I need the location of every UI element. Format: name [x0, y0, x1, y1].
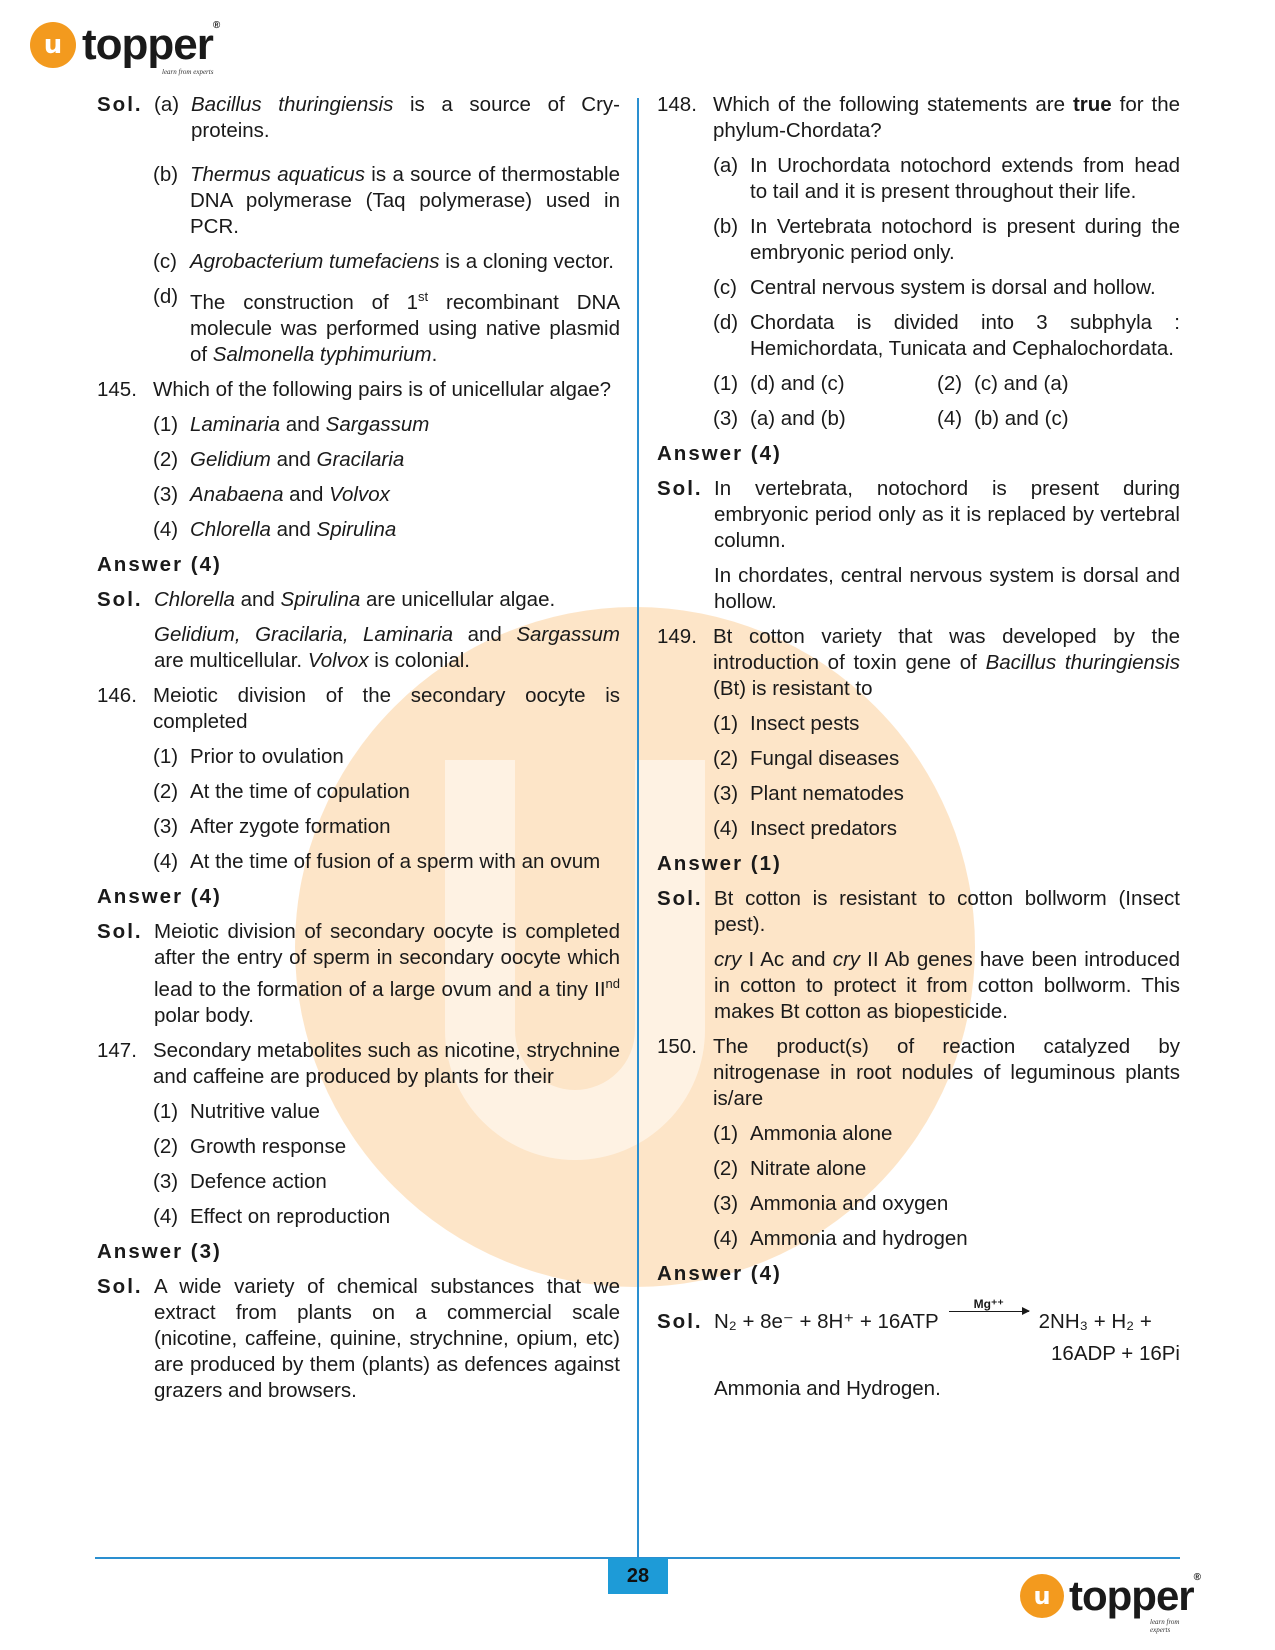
question-148-options-row — [657, 371, 1180, 397]
page-number: 28 — [608, 1558, 668, 1594]
solution-144: Sol. (a) Bacillus thuringiensis is a source of Cry-proteins. — [97, 93, 620, 142]
question-149-option: (4) Insect predators — [713, 817, 897, 840]
topper-logo-tagline: learn from experts — [1150, 1618, 1180, 1634]
topper-logo-mark: u — [30, 22, 76, 68]
question-147-option: (4) Effect on reproduction — [153, 1204, 391, 1228]
question-148-options-row — [657, 406, 1180, 432]
solution-144-a: (a) Bacillus thuringiensis is a source of Cry-proteins. — [154, 93, 620, 142]
solution-147: Sol. A wide variety of chemical substances that we extract from plants on a commercial scale (nicotine, caffeine, quinine, strychnine, opium, etc) are produced by them (plants) as defences against grazers and browsers. — [97, 1274, 620, 1402]
topper-logo-footer — [1020, 1572, 1201, 1634]
question-147-option: (2) Growth response — [153, 1134, 347, 1158]
question-145-option: (3) Anabaena and Volvox — [153, 482, 390, 506]
solution-144-d: (d) The construction of 1st recombinant DNA molecule was performed using native plasmid of Salmonella typhimurium. — [153, 285, 621, 366]
question-145: 145. Which of the following pairs is of unicellular algae? — [97, 377, 612, 401]
question-150: 150. The product(s) of reaction catalyzed by nitrogenase in root nodules of leguminous plants is/are — [657, 1035, 1180, 1110]
question-145-option: (4) Chlorella and Spirulina — [153, 517, 397, 541]
question-148-option: (2) (c) and (a) — [937, 372, 1069, 395]
topper-logo-mark: u — [1020, 1574, 1064, 1618]
column-divider — [637, 98, 639, 1558]
question-148-statement: (b) In Vertebrata notochord is present during the embryonic period only. — [713, 215, 1180, 264]
solution-144-b: (b) Thermus aquaticus is a source of thermostable DNA polymerase (Taq polymerase) used in PCR. — [153, 163, 620, 238]
answer-149: Answer (1) — [657, 852, 782, 875]
question-145-option: (2) Gelidium and Gracilaria — [153, 447, 405, 471]
solution-148-note: In chordates, central nervous system is dorsal and hollow. — [714, 564, 1180, 613]
topper-logo-wordmark: topper® — [1069, 1572, 1201, 1619]
question-146-option: (2) At the time of copulation — [153, 779, 410, 803]
question-148: 148. Which of the following statements are true for the phylum-Chordata? — [657, 93, 1180, 142]
solution-149-note: cry I Ac and cry II Ab genes have been introduced in cotton to protect it from cotton bollworm. This makes Bt cotton as biopesticide. — [714, 948, 1180, 1023]
answer-148: Answer (4) — [657, 442, 782, 465]
answer-145: Answer (4) — [97, 552, 222, 576]
question-149: 149. Bt cotton variety that was developed by the introduction of toxin gene of Bacillus thuringiensis (Bt) is resistant to — [657, 625, 1180, 700]
solution-145-note: Gelidium, Gracilaria, Laminaria and Sargassum are multicellular. Volvox is colonial. — [154, 622, 620, 672]
question-147-option: (1) Nutritive value — [153, 1099, 320, 1123]
question-146-option: (1) Prior to ovulation — [153, 744, 344, 768]
question-148-option: (4) (b) and (c) — [937, 407, 1069, 430]
left-column — [97, 92, 620, 1413]
solution-149: Sol. Bt cotton is resistant to cotton bollworm (Insect pest). — [657, 887, 1180, 936]
reaction-arrow: Mg⁺⁺ — [949, 1297, 1029, 1312]
reaction-equation: N₂ + 8e⁻ + 8H⁺ + 16ATP Mg⁺⁺ 2NH₃ + H₂ + — [714, 1297, 1152, 1333]
topper-logo-tagline: learn from experts — [162, 68, 214, 76]
question-150-option: (2) Nitrate alone — [713, 1157, 867, 1180]
solution-150: Sol. N₂ + 8e⁻ + 8H⁺ + 16ATP Mg⁺⁺ 2NH₃ + H₂ + 16ADP + 16Pi — [657, 1297, 1180, 1365]
question-147-option: (3) Defence action — [153, 1169, 327, 1193]
solution-146: Sol. Meiotic division of secondary oocyte is completed after the entry of sperm in secondary oocyte which lead to the formation of a large ovum and a tiny IInd polar body. — [97, 919, 620, 1027]
solution-150-conclusion: Ammonia and Hydrogen. — [714, 1377, 941, 1400]
question-149-option: (1) Insect pests — [713, 712, 860, 735]
question-148-statement: (c) Central nervous system is dorsal and hollow. — [713, 276, 1156, 299]
question-148-option: (1) (d) and (c) — [713, 372, 845, 395]
question-148-statement: (d) Chordata is divided into 3 subphyla : Hemichordata, Tunicata and Cephalochordata. — [713, 311, 1180, 360]
question-148-statement: (a) In Urochordata notochord extends from head to tail and it is present throughout their life. — [713, 154, 1180, 203]
solution-148: Sol. In vertebrata, notochord is present during embryonic period only as it is replaced by vertebral column. — [657, 477, 1180, 552]
topper-logo — [30, 20, 220, 76]
question-150-option: (3) Ammonia and oxygen — [713, 1192, 949, 1215]
question-150-option: (1) Ammonia alone — [713, 1122, 893, 1145]
question-149-option: (2) Fungal diseases — [713, 747, 900, 770]
answer-146: Answer (4) — [97, 884, 222, 908]
solution-145: Sol. Chlorella and Spirulina are unicellular algae. — [97, 587, 556, 611]
right-column — [657, 92, 1180, 1411]
solution-144-c: (c) Agrobacterium tumefaciens is a cloning vector. — [153, 250, 614, 273]
topper-logo-wordmark: topper® — [82, 20, 220, 69]
question-146: 146. Meiotic division of the secondary oocyte is completed — [97, 683, 620, 733]
answer-147: Answer (3) — [97, 1239, 222, 1263]
question-147: 147. Secondary metabolites such as nicotine, strychnine and caffeine are produced by plants for their — [97, 1038, 620, 1088]
question-145-option: (1) Laminaria and Sargassum — [153, 412, 430, 436]
question-146-option: (4) At the time of fusion of a sperm with an ovum — [153, 849, 601, 873]
answer-150: Answer (4) — [657, 1262, 782, 1285]
question-149-option: (3) Plant nematodes — [713, 782, 904, 805]
question-146-option: (3) After zygote formation — [153, 814, 391, 838]
question-148-option: (3) (a) and (b) — [713, 407, 846, 430]
question-150-option: (4) Ammonia and hydrogen — [713, 1227, 968, 1250]
